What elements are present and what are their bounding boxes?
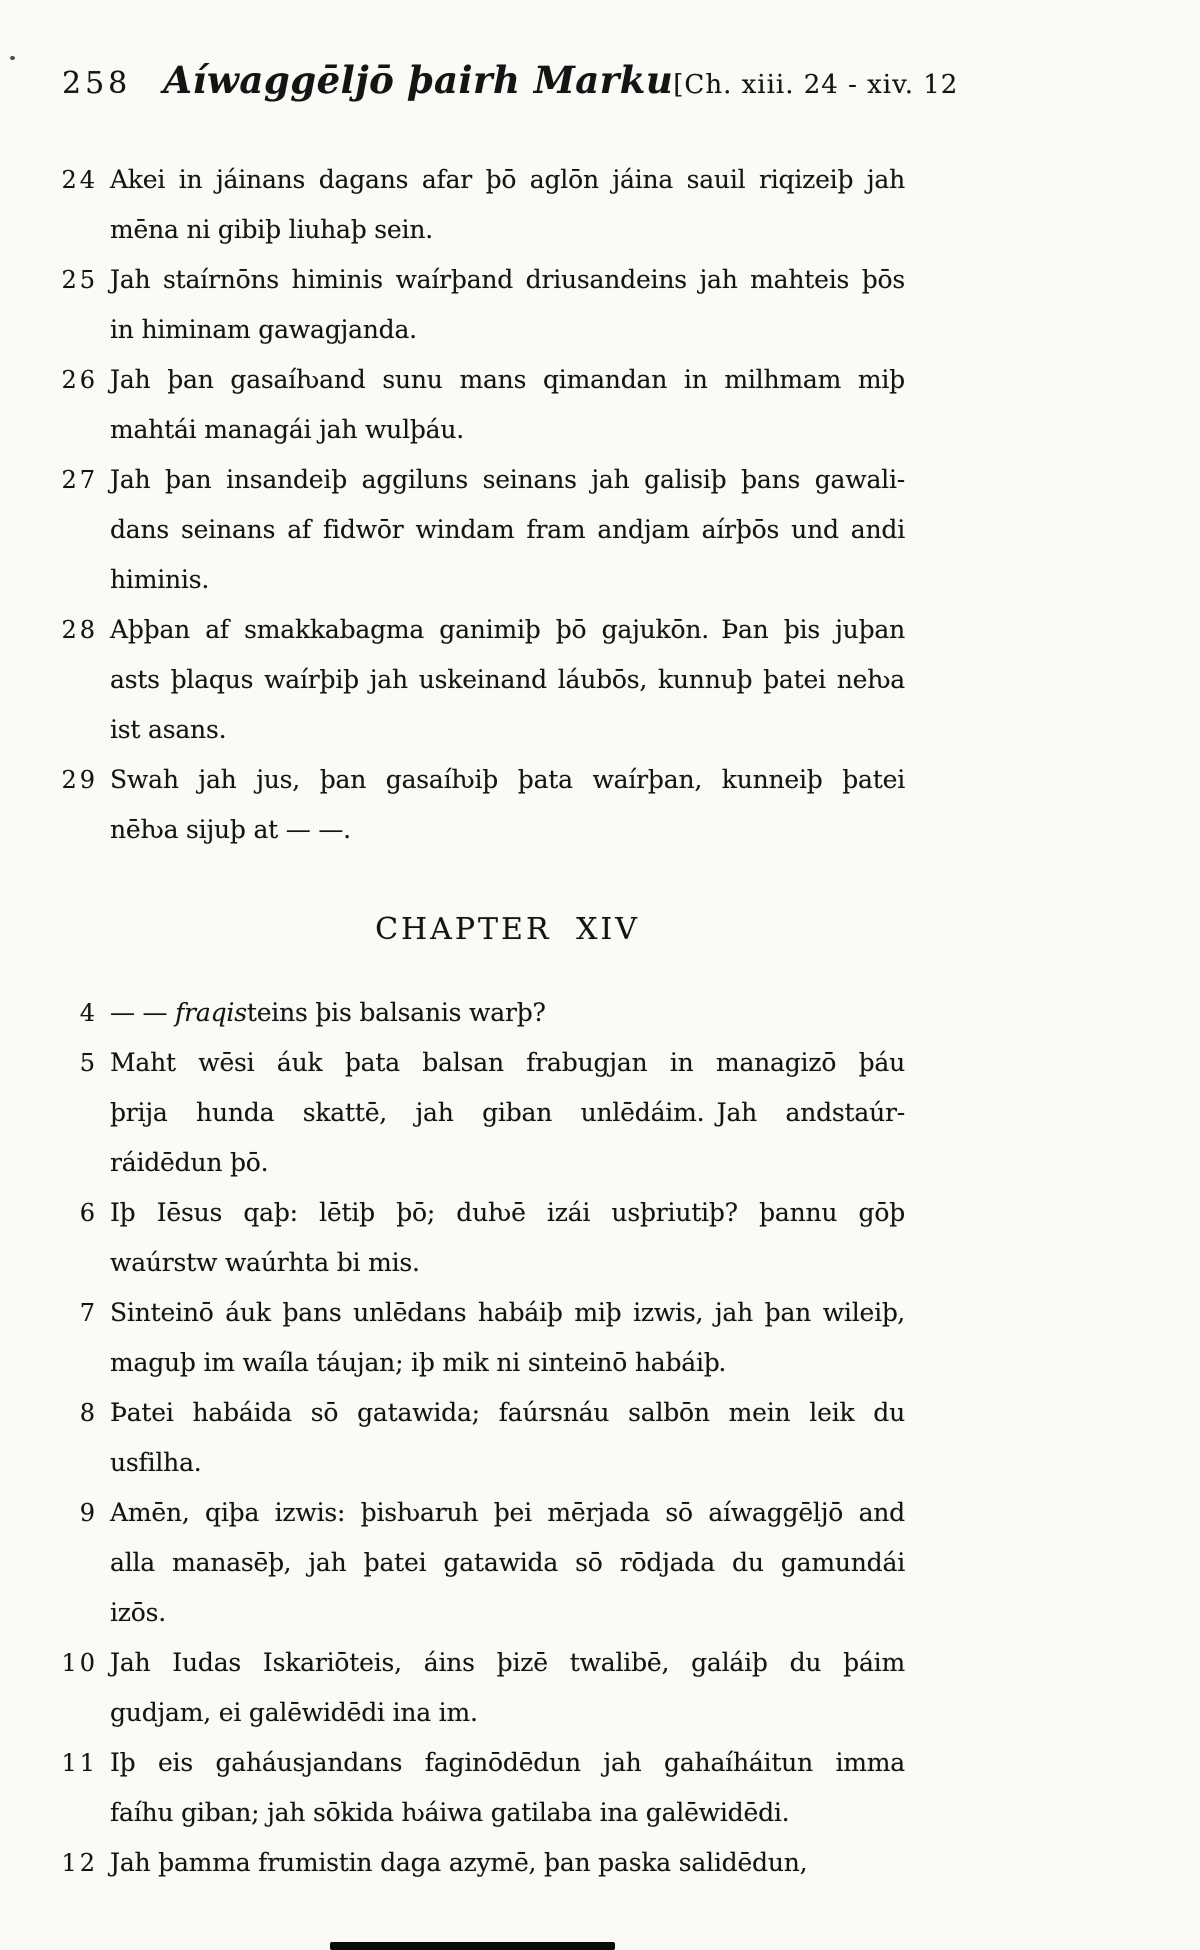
verse-number: 27 (61, 466, 98, 494)
verse-text (110, 605, 905, 755)
text-line: ist asans. (110, 715, 227, 744)
verse-number: 12 (61, 1849, 98, 1877)
text-line: Swah jah jus, þan gasaíƕiþ þata waírþan, kunneiþ þatei (110, 765, 905, 794)
verse-number: 4 (79, 999, 98, 1027)
verse-text (110, 755, 905, 855)
text-line: Aþþan af smakkabagma ganimiþ þō gajukōn. Þan þis juþan (110, 615, 905, 644)
text-line: dans seinans af fidwōr windam fram andjam aírþōs und andi (110, 515, 905, 544)
verse-text (110, 1038, 905, 1188)
verse-text (110, 1188, 905, 1288)
verse-number: 9 (79, 1499, 98, 1527)
verse-number: 6 (79, 1199, 98, 1227)
text-line: Jah Iudas Iskariōteis, áins þizē twalibē, galáiþ du þáim (110, 1648, 905, 1677)
verse-text (110, 988, 905, 1038)
verse-number: 26 (61, 366, 98, 394)
text-line: ráidēdun þō. (110, 1148, 269, 1177)
text-line: Amēn, qiþa izwis: þisƕaruh þei mērjada sō aíwaggēljō and (110, 1498, 905, 1527)
verse-number: 24 (61, 166, 98, 194)
verse-number: 29 (61, 766, 98, 794)
verse-row (61, 755, 905, 855)
text-line: Jah þan gasaíƕand sunu mans qimandan in milhmam miþ (110, 365, 905, 394)
text-line: Iþ Iēsus qaþ: lētiþ þō; duƕē izái usþriutiþ? þannu gōþ (110, 1198, 905, 1227)
text-line: mahtái managái jah wulþáu. (110, 415, 465, 444)
text-line: Jah þamma frumistin daga azymē, þan paska salidēdun, (110, 1848, 808, 1877)
scan-speck (10, 56, 15, 60)
verse-row (61, 605, 905, 755)
verse-text (110, 355, 905, 455)
text-line: faíhu giban; jah sōkida ƕáiwa gatilaba ina galēwidēdi. (110, 1798, 790, 1827)
verse-text (110, 1488, 905, 1638)
text-line: maguþ im waíla táujan; iþ mik ni sinteinō habáiþ. (110, 1348, 727, 1377)
verse-number: 8 (79, 1399, 98, 1427)
text-line: himinis. (110, 565, 210, 594)
verse-number: 5 (79, 1049, 98, 1077)
text-line: asts þlaqus waírþiþ jah uskeinand láubōs, kunnuþ þatei neƕa (110, 665, 905, 694)
verse-number: 10 (61, 1649, 98, 1677)
verse-row (61, 255, 905, 355)
text-line: alla manasēþ, jah þatei gatawida sō rōdjada du gamundái (110, 1548, 905, 1577)
scan-edge-artifact (330, 1942, 615, 1950)
text-line: — — fraqisteins þis balsanis warþ? (110, 998, 546, 1027)
verse-text (110, 255, 905, 355)
text-line: usfilha. (110, 1448, 202, 1477)
text-line: izōs. (110, 1598, 166, 1627)
text-line: nēƕa sijuþ at — —. (110, 815, 351, 844)
page-title: Aíwaggēljō þairh Marku (163, 58, 674, 102)
verse-number: 25 (61, 266, 98, 294)
verse-row (61, 1638, 905, 1738)
verse-text (110, 1388, 905, 1488)
text-line: gudjam, ei galēwidēdi ina im. (110, 1698, 478, 1727)
verse-row (79, 1488, 905, 1638)
page-number: 258 (62, 66, 132, 101)
text-line: Sinteinō áuk þans unlēdans habáiþ miþ izwis, jah þan wileiþ, (110, 1298, 905, 1327)
verse-number: 11 (61, 1749, 98, 1777)
verse-text (110, 155, 905, 255)
text-line: Jah þan insandeiþ aggiluns seinans jah galisiþ þans gawali- (110, 465, 905, 494)
text-line: Maht wēsi áuk þata balsan frabugjan in managizō þáu (110, 1048, 905, 1077)
verse-row (79, 1288, 905, 1388)
chapter-heading: CHAPTER XIV (375, 912, 640, 947)
verse-text (110, 1638, 905, 1738)
text-line: mēna ni gibiþ liuhaþ sein. (110, 215, 433, 244)
verse-row (61, 1838, 905, 1888)
text-line: Iþ eis gaháusjandans faginōdēdun jah gahaíháitun imma (110, 1748, 905, 1777)
text-line: Þatei habáida sō gatawida; faúrsnáu salbōn mein leik du (110, 1398, 905, 1427)
text-line: Akei in jáinans dagans afar þō aglōn jáina sauil riqizeiþ jah (110, 165, 905, 194)
text-line: Jah staírnōns himinis waírþand driusandeins jah mahteis þōs (110, 265, 905, 294)
verse-number: 28 (61, 616, 98, 644)
text-line: þrija hunda skattē, jah giban unlēdáim. Jah andstaúr- (110, 1098, 905, 1127)
verse-text (110, 1738, 905, 1838)
chapter-xiii-verses (61, 155, 905, 855)
verse-row (61, 455, 905, 605)
verse-text (110, 1288, 905, 1388)
verse-row (79, 1188, 905, 1288)
verse-row (61, 355, 905, 455)
verse-number: 7 (79, 1299, 98, 1327)
chapter-reference: [Ch. xiii. 24 - xiv. 12 (673, 70, 959, 100)
text-line: in himinam gawagjanda. (110, 315, 417, 344)
verse-row (79, 1388, 905, 1488)
verse-text (110, 455, 905, 605)
verse-text (110, 1838, 905, 1888)
verse-row (61, 155, 905, 255)
verse-row (79, 1038, 905, 1188)
verse-row (79, 988, 905, 1038)
verse-row (61, 1738, 905, 1838)
running-header (62, 58, 959, 102)
text-line: waúrstw waúrhta bi mis. (110, 1248, 420, 1277)
chapter-xiv-verses (61, 988, 905, 1888)
